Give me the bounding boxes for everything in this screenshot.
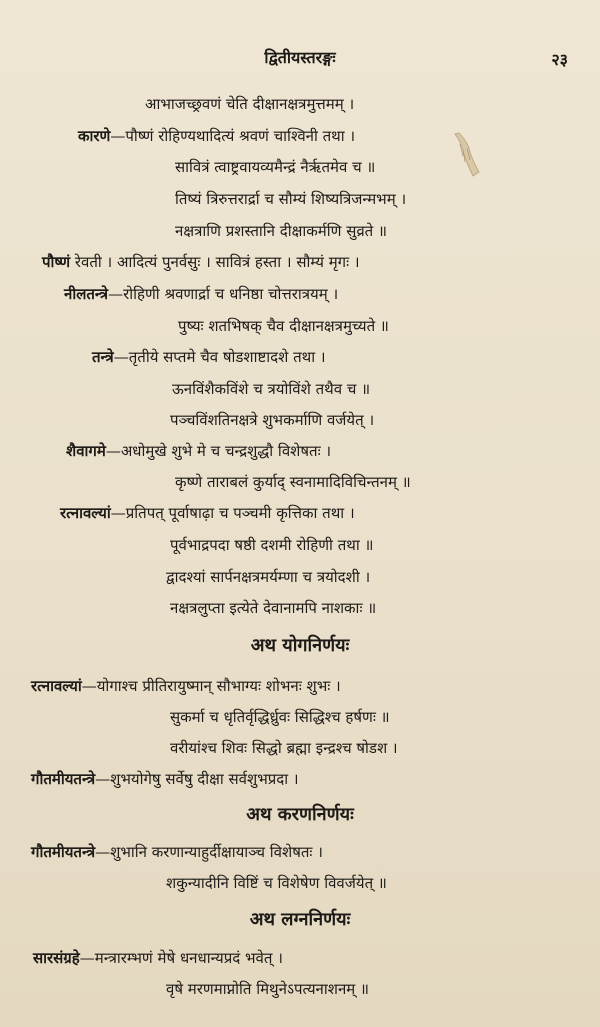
source-label: रत्नावल्यां (60, 504, 111, 522)
verse-line (170, 598, 376, 620)
verse-text: —मन्त्रारम्भणं मेषे धनधान्यप्रदं भवेत् । (79, 949, 283, 967)
verse-line (33, 948, 283, 970)
verse-line (78, 126, 355, 148)
verse-line (92, 347, 326, 369)
verse-line (145, 94, 354, 116)
verse-text: सावित्रं त्वाष्ट्रवायव्यमैन्द्रं नैर्ऋतमेव च ॥ (175, 158, 376, 176)
verse-line (175, 221, 387, 243)
verse-text: वृषे मरणमाप्नोति मिथुनेऽपत्यनाशनम् ॥ (166, 980, 370, 998)
verse-text: —अधोमुखे शुभे मे च चन्द्रशुद्धौ विशेषतः । (105, 442, 332, 460)
verse-text: —प्रतिपत् पूर्वाषाढ़ा च पञ्चमी कृत्तिका तथा । (110, 504, 355, 522)
verse-text: ऊनविंशैकविंशे च त्रयोविंशे तथैव च ॥ (172, 380, 371, 398)
page-header (0, 46, 600, 72)
verse-text: आभाजच्छ्रवणं चेति दीक्षानक्षत्रमुत्तमम् । (145, 95, 355, 113)
verse-text: —पौष्णं रोहिण्यथादित्यं श्रवणं चाश्विनी तथा । (110, 127, 356, 145)
verse-text: तिष्यं त्रिरुत्तरार्द्रा च सौम्यं शिष्यत्रिजन्मभम् । (175, 190, 407, 208)
source-label: गौतमीयतन्त्रे (31, 770, 96, 788)
section-heading-karana: अथ करणनिर्णयः (246, 804, 354, 825)
verse-line (31, 769, 299, 791)
verse-line (31, 842, 323, 864)
verse-line (170, 410, 374, 432)
source-label: सारसंग्रहे (33, 949, 80, 967)
verse-text: सुकर्मा च धृतिर्वृद्धिर्ध्रुवः सिद्धिश्च हर्षणः ॥ (170, 708, 390, 726)
verse-text: द्वादश्यां सार्पनक्षत्रमर्यम्णा च त्रयोदशी । (166, 568, 371, 586)
verse-text: वरीयांश्च शिवः सिद्धो ब्रह्मा इन्द्रश्च षोडश । (170, 739, 398, 757)
verse-line (170, 707, 390, 729)
verse-text: नक्षत्रलुप्ता इत्येते देवानामपि नाशकाः ॥ (170, 599, 377, 617)
source-label: पौष्णं (42, 253, 71, 271)
source-label: नीलतन्त्रे (64, 285, 109, 303)
verse-text: पुष्यः शतभिषक् चैव दीक्षानक्षत्रमुच्यते ॥ (178, 317, 389, 335)
verse-line (42, 252, 360, 274)
verse-text: पञ्चविंशतिनक्षत्रे शुभकर्माणि वर्जयेत् । (170, 411, 375, 429)
verse-line (178, 316, 389, 338)
verse-text: नक्षत्राणि प्रशस्तानि दीक्षाकर्मणि सुव्रते ॥ (175, 222, 387, 240)
section-heading-yoga: अथ योगनिर्णयः (250, 635, 350, 656)
verse-line (170, 535, 373, 557)
verse-text: —शुभानि करणान्याहुर्दीक्षायाञ्च विशेषतः । (95, 843, 323, 861)
page-number: २३ (551, 50, 568, 69)
verse-line (166, 873, 387, 895)
verse-text: —तृतीये सप्तमे चैव षोडशाष्टादशे तथा । (113, 348, 326, 366)
verse-text: —शुभयोगेषु सर्वेषु दीक्षा सर्वशुभप्रदा । (95, 770, 299, 788)
source-label: गौतमीयतन्त्रे (31, 843, 96, 861)
verse-line (31, 676, 341, 698)
verse-line (66, 441, 331, 463)
verse-line (170, 738, 398, 760)
verse-line (64, 284, 338, 306)
verse-text: —रोहिणी श्रवणार्द्रा च धनिष्ठा चोत्तरात्रयम् । (108, 285, 339, 303)
verse-line (175, 472, 411, 494)
verse-line (60, 503, 355, 525)
verse-line (172, 379, 370, 401)
source-label: रत्नावल्यां (31, 677, 82, 695)
source-label: कारणे (78, 127, 111, 145)
chapter-title: द्वितीयस्तरङ्गः (264, 48, 336, 67)
bookmark-tassel-icon (451, 132, 481, 180)
verse-line (166, 567, 370, 589)
verse-line (175, 157, 375, 179)
verse-line (166, 979, 369, 1001)
verse-line (175, 189, 406, 211)
source-label: शैवागमे (66, 442, 106, 460)
verse-text: रेवती । आदित्यं पुनर्वसुः । सावित्रं हस्ता । सौम्यं मृगः । (70, 253, 360, 271)
verse-text: कृष्णे ताराबलं कुर्याद् स्वनामादिविचिन्तनम् ॥ (175, 473, 411, 491)
verse-text: पूर्वभाद्रपदा षष्ठी दशमी रोहिणी तथा ॥ (170, 536, 374, 554)
verse-text: —योगाश्च प्रीतिरायुष्मान् सौभाग्यः शोभनः शुभः । (81, 677, 341, 695)
section-heading-lagna: अथ लग्ननिर्णयः (249, 909, 351, 930)
verse-text: शकुन्यादीनि विष्टिं च विशेषेण विवर्जयेत् ॥ (166, 874, 387, 892)
source-label: तन्त्रे (92, 348, 114, 366)
